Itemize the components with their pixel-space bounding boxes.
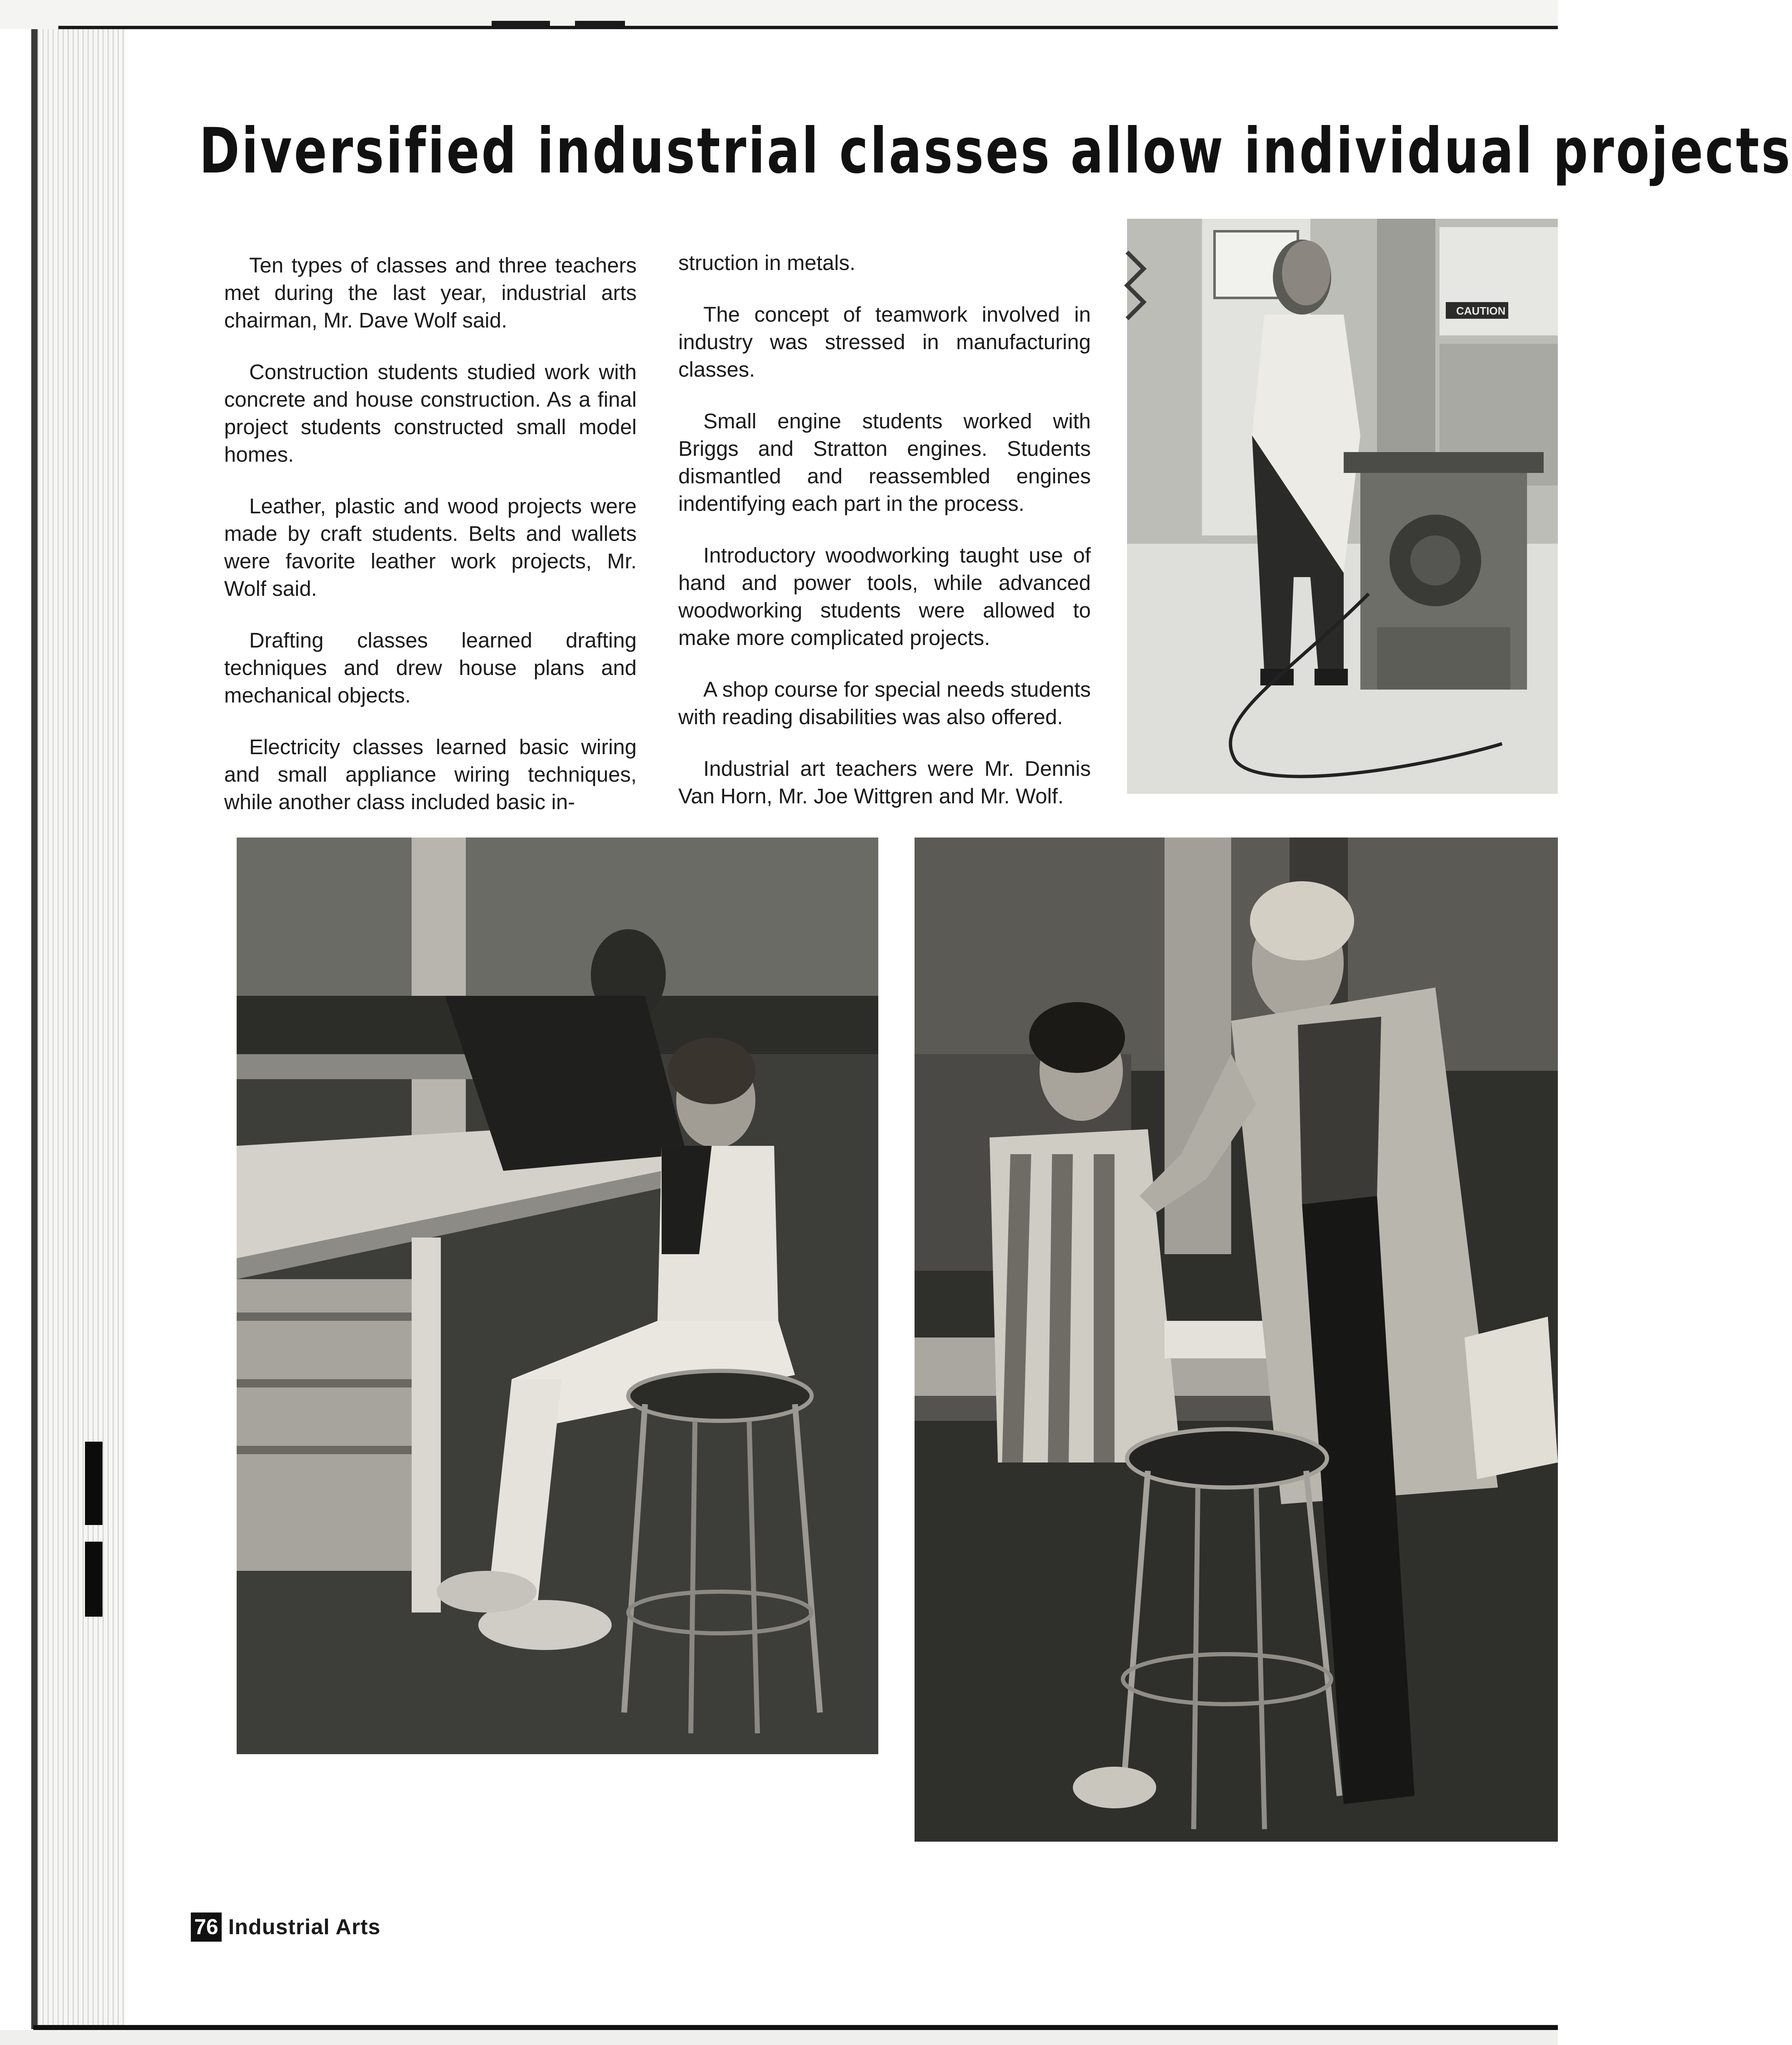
bottom-rule <box>33 2025 1558 2030</box>
photo-teacher-table-saw <box>1127 219 1558 794</box>
article-column-2 <box>678 249 1091 834</box>
paragraph: Introductory woodworking taught use of hand and power tools, while advanced woodworking students were allowed to make more complicated projects. <box>678 543 1091 650</box>
photo-drafting-students <box>237 838 878 1754</box>
section-name: Industrial Arts <box>228 1915 381 1939</box>
page-folio <box>191 1910 380 1944</box>
scan-background-bottom <box>0 2030 1558 2045</box>
paragraph-continuation: struction in metals. <box>678 251 856 275</box>
paragraph: Small engine students worked with Briggs and Stratton engines. Students dismantled and reassembled engines indentifying each part in the process. <box>678 409 1091 515</box>
page-headline: Diversified industrial classes allow individual projects <box>199 115 1792 188</box>
paragraph: A shop course for special needs students with reading disabilities was also offered. <box>678 678 1091 729</box>
paragraph: The concept of teamwork involved in industry was stressed in manufacturing classes. <box>678 302 1091 381</box>
photo-teacher-helping-student <box>915 838 1558 1842</box>
paragraph: Ten types of classes and three teachers met during the last year, industrial arts chairman, Mr. Dave Wolf said. <box>224 253 637 332</box>
paragraph: Electricity classes learned basic wiring and small appliance wiring techniques, while another class included basic in- <box>224 735 637 814</box>
thumb-index-tab <box>85 1442 102 1525</box>
page-number: 76 <box>191 1912 222 1942</box>
paragraph: Leather, plastic and wood projects were made by craft students. Belts and wallets were favorite leather work projects, Mr. Wolf said. <box>224 494 637 600</box>
paragraph: Drafting classes learned drafting techniques and drew house plans and mechanical objects. <box>224 628 637 707</box>
article-column-1 <box>224 252 637 840</box>
top-rule <box>58 26 1558 29</box>
thumb-index-tab <box>85 1542 102 1617</box>
scan-background-top <box>0 0 1558 29</box>
page-stack-edges <box>37 29 133 2029</box>
paragraph: Industrial art teachers were Mr. Dennis Van Horn, Mr. Joe Wittgren and Mr. Wolf. <box>678 757 1091 808</box>
caution-sign-text: CAUTION <box>1456 305 1506 317</box>
paragraph: Construction students studied work with concrete and house construction. As a final project students constructed small model homes. <box>224 360 637 466</box>
